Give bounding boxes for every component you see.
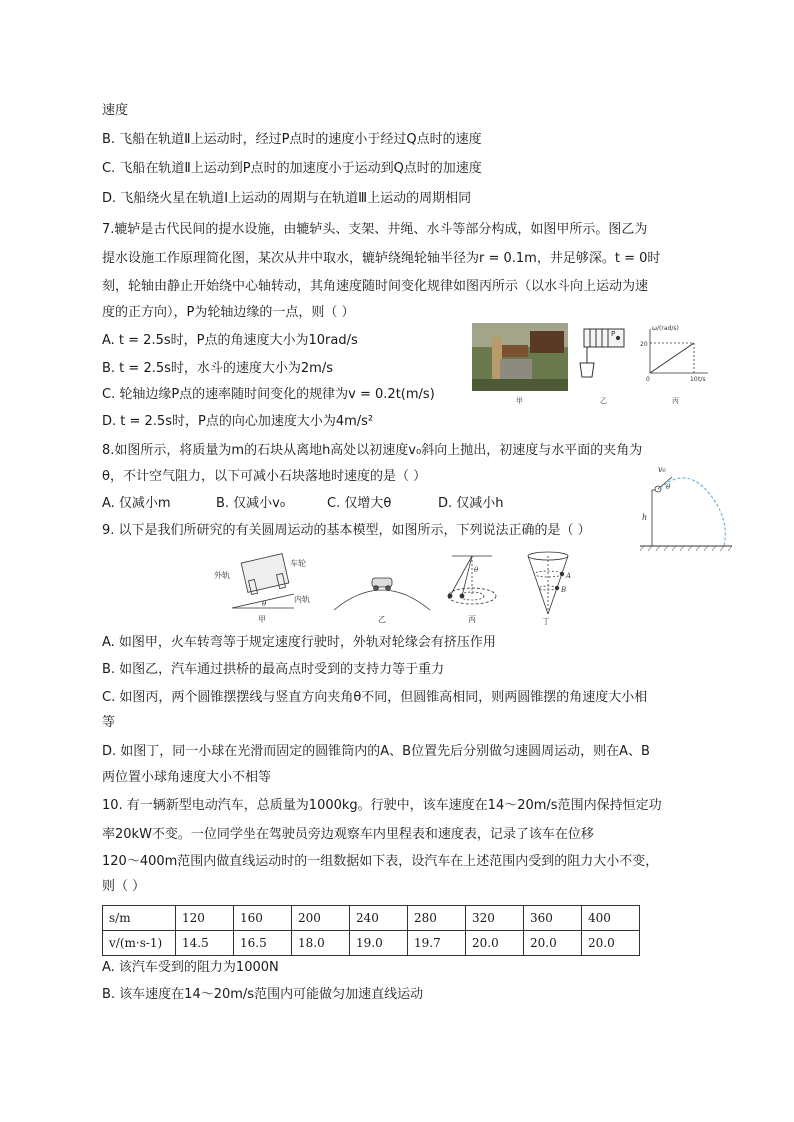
q7-option-c: C. 轮轴边缘P点的速率随时间变化的规律为v = 0.2t(m/s) bbox=[102, 387, 435, 402]
option-c: C. 飞船在轨道Ⅱ上运动到P点时的加速度小于运动到Q点时的加速度 bbox=[102, 161, 482, 176]
q9-option-d: D. 如图丁，同一小球在光滑而固定的圆锥筒内的A、B位置先后分别做匀速圆周运动，则在A、B bbox=[102, 744, 650, 759]
table-cell: 18.0 bbox=[292, 931, 350, 956]
table-cell: 20.0 bbox=[524, 931, 582, 956]
option-b: B. 飞船在轨道Ⅱ上运动时，经过P点时的速度小于经过Q点时的速度 bbox=[102, 132, 482, 147]
q8-figure bbox=[636, 462, 736, 554]
q7-option-b: B. t = 2.5s时，水斗的速度大小为2m/s bbox=[102, 361, 333, 376]
q9-option-d-cont: 两位置小球角速度大小不相等 bbox=[102, 770, 272, 785]
theta-label: θ bbox=[262, 600, 267, 608]
q8-option-c: C. 仅增大θ bbox=[327, 496, 392, 511]
graph-origin: 0 bbox=[646, 376, 650, 383]
table-cell: 20.0 bbox=[466, 931, 524, 956]
inner-rail-label: 内轨 bbox=[294, 595, 310, 604]
table-cell: s/m bbox=[103, 906, 176, 931]
point-a-label: A bbox=[566, 572, 572, 580]
q9-option-b: B. 如图乙，汽车通过拱桥的最高点时受到的支持力等于重力 bbox=[102, 662, 445, 677]
caption-yi: 乙 bbox=[600, 397, 607, 405]
table-cell: 400 bbox=[582, 906, 640, 931]
table-cell: 200 bbox=[292, 906, 350, 931]
caption-jia: 甲 bbox=[258, 615, 266, 624]
q7-stem: 7.辘轳是古代民间的提水设施，由辘轳头、支架、井绳、水斗等部分构成，如图甲所示。图乙为 bbox=[102, 222, 648, 237]
table-cell: 240 bbox=[350, 906, 408, 931]
q8-stem: θ，不计空气阻力，以下可减小石块落地时速度的是（ ） bbox=[102, 469, 427, 484]
q8-option-d: D. 仅减小h bbox=[438, 496, 504, 511]
table-cell: 20.0 bbox=[582, 931, 640, 956]
q7-option-d: D. t = 2.5s时，P点的向心加速度大小为4m/s² bbox=[102, 414, 374, 429]
caption-bing: 丙 bbox=[468, 615, 476, 624]
q9-figure bbox=[210, 550, 580, 626]
q9-option-c-cont: 等 bbox=[102, 715, 116, 730]
q7-stem: 提水设施工作原理简化图，某次从井中取水，辘轳绕绳轮轴半径为r = 0.1m，井足够深。t = 0时 bbox=[102, 251, 661, 266]
table-cell: 360 bbox=[524, 906, 582, 931]
graph-y-tick: 20 bbox=[640, 341, 648, 348]
q9-stem: 9. 以下是我们所研究的有关圆周运动的基本模型，如图所示，下列说法正确的是（ ） bbox=[102, 523, 591, 538]
text-line: 速度 bbox=[102, 103, 129, 118]
bridge-diagram bbox=[334, 578, 430, 610]
q8-option-b: B. 仅减小v₀ bbox=[216, 496, 286, 511]
cone-diagram bbox=[528, 552, 568, 614]
table-cell: 19.7 bbox=[408, 931, 466, 956]
pulley-diagram bbox=[580, 329, 624, 377]
table-row bbox=[103, 906, 640, 931]
table-cell: 160 bbox=[234, 906, 292, 931]
table-cell: 280 bbox=[408, 906, 466, 931]
q10-stem: 则（ ） bbox=[102, 879, 146, 894]
q7-figure bbox=[472, 323, 712, 405]
wheel-label: 车轮 bbox=[290, 559, 306, 568]
pendulum-diagram bbox=[448, 556, 496, 604]
h-label: h bbox=[642, 513, 648, 522]
data-table bbox=[102, 905, 640, 956]
point-p-label: P bbox=[611, 330, 616, 338]
q10-option-b: B. 该车速度在14～20m/s范围内可能做匀加速直线运动 bbox=[102, 987, 424, 1002]
q8-stem: 8.如图所示，将质量为m的石块从离地h高处以初速度v₀斜向上抛出，初速度与水平面的夹角为 bbox=[102, 443, 643, 458]
graph-x-label: t/s bbox=[698, 376, 706, 383]
graph-y-label: ω/(rad/s) bbox=[652, 325, 679, 332]
option-d: D. 飞船绕火星在轨道Ⅰ上运动的周期与在轨道Ⅲ上运动的周期相同 bbox=[102, 191, 472, 206]
q8-option-a: A. 仅减小m bbox=[102, 496, 171, 511]
table-cell: 120 bbox=[176, 906, 234, 931]
table-row bbox=[103, 931, 640, 956]
table-cell: 14.5 bbox=[176, 931, 234, 956]
table-cell: v/(m·s-1) bbox=[103, 931, 176, 956]
q9-option-a: A. 如图甲，火车转弯等于规定速度行驶时，外轨对轮缘会有挤压作用 bbox=[102, 635, 496, 650]
theta-label: θ bbox=[474, 566, 479, 574]
q7-stem: 刻，轮轴由静止开始绕中心轴转动，其角速度随时间变化规律如图丙所示（以水斗向上运动为速 bbox=[102, 279, 649, 294]
q9-option-c: C. 如图丙，两个圆锥摆摆线与竖直方向夹角θ不同，但圆锥高相同，则两圆锥摆的角速度大小相 bbox=[102, 690, 648, 705]
v0-label: v₀ bbox=[658, 465, 666, 474]
omega-graph bbox=[650, 329, 708, 373]
q10-stem: 120～400m范围内做直线运动时的一组数据如下表，设汽车在上述范围内受到的阻力大小不变， bbox=[102, 854, 659, 869]
well-photo bbox=[472, 323, 568, 391]
outer-rail-label: 外轨 bbox=[214, 571, 230, 580]
table-cell: 16.5 bbox=[234, 931, 292, 956]
q10-option-a: A. 该汽车受到的阻力为1000N bbox=[102, 960, 279, 975]
table-cell: 320 bbox=[466, 906, 524, 931]
caption-bing: 丙 bbox=[672, 397, 679, 405]
table-cell: 19.0 bbox=[350, 931, 408, 956]
point-b-label: B bbox=[561, 586, 567, 594]
q10-stem: 率20kW不变。一位同学坐在驾驶员旁边观察车内里程表和速度表，记录了该车在位移 bbox=[102, 827, 594, 842]
caption-yi: 乙 bbox=[378, 615, 386, 624]
caption-ding: 丁 bbox=[542, 617, 550, 626]
q7-stem: 度的正方向），P为轮轴边缘的一点，则（ ） bbox=[102, 305, 355, 320]
q10-stem: 10. 有一辆新型电动汽车，总质量为1000kg。行驶中，该车速度在14～20m/s范围内保持恒定功 bbox=[102, 798, 662, 813]
theta-label: θ bbox=[666, 483, 671, 491]
graph-x-tick: 10 bbox=[690, 376, 698, 383]
caption-jia: 甲 bbox=[516, 397, 523, 405]
q7-option-a: A. t = 2.5s时，P点的角速度大小为10rad/s bbox=[102, 333, 358, 348]
